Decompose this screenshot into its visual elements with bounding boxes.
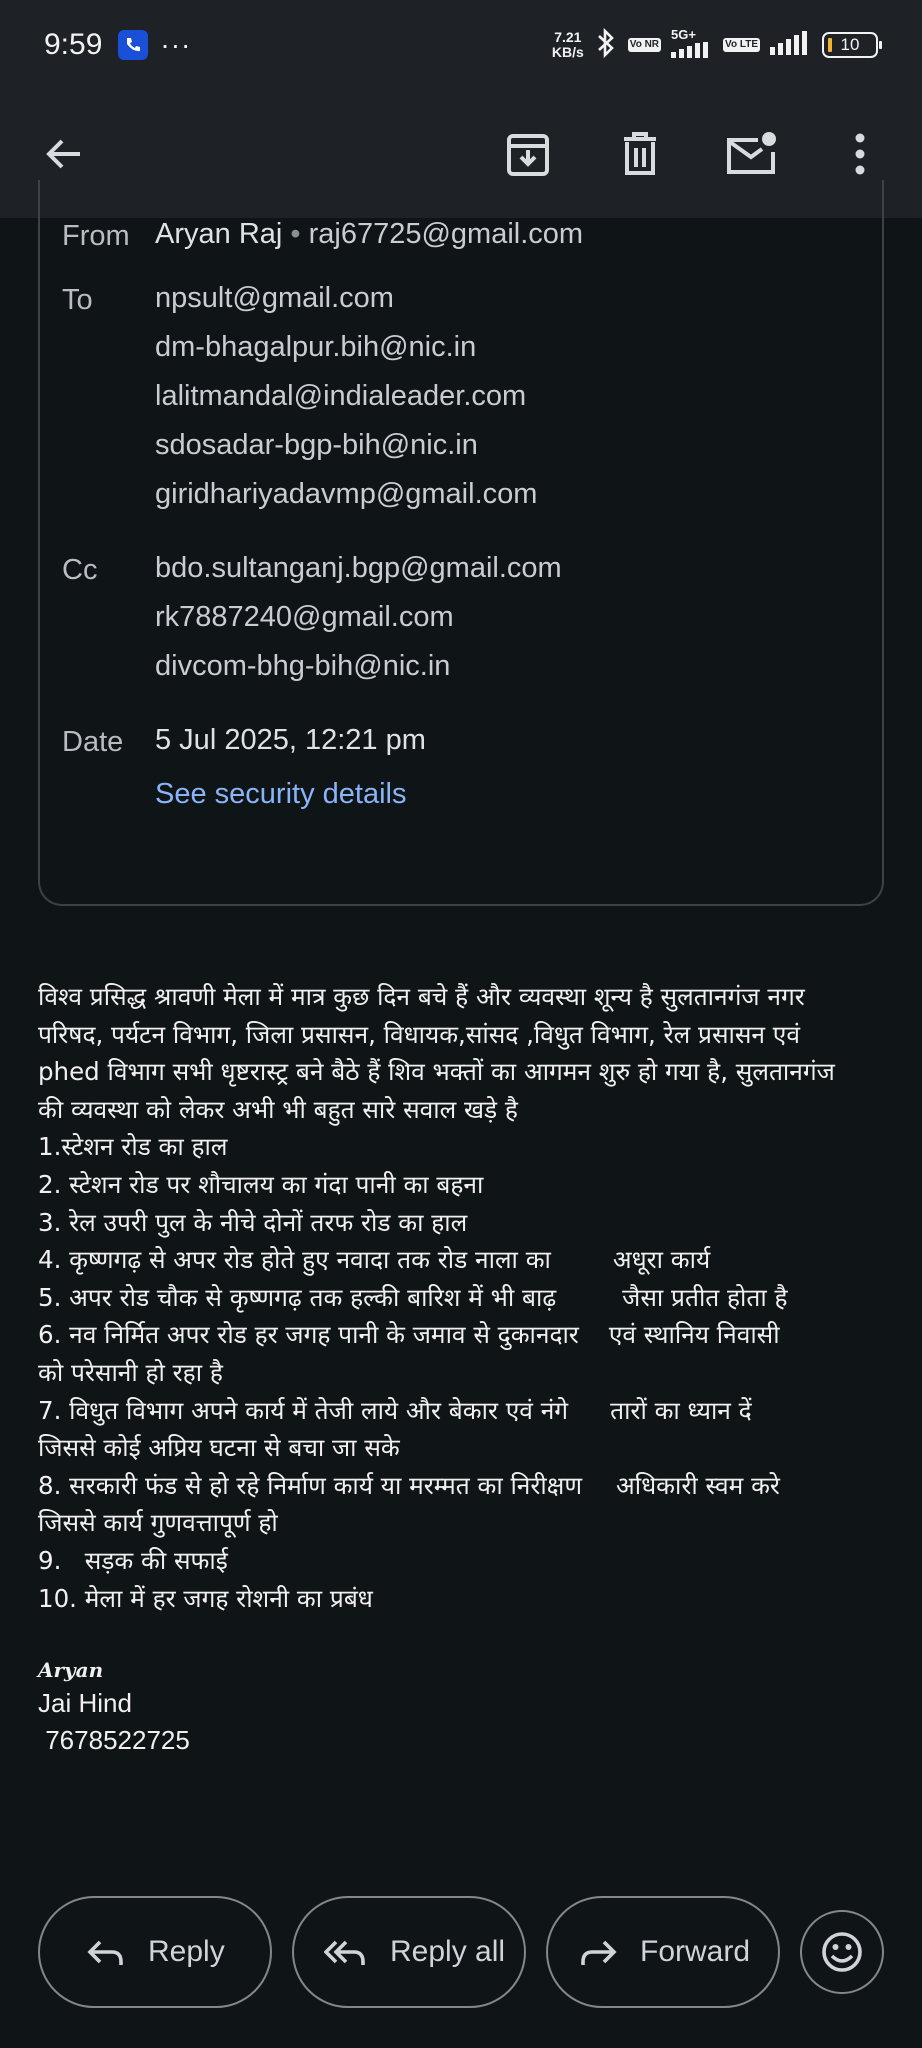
list-item-7-cont: जिससे कोई अप्रिय घटना से बचा जा सके	[38, 1433, 400, 1463]
list-item-1: 1.स्टेशन रोड का हाल	[38, 1132, 228, 1162]
list-item-9: 9. सड़क की सफाई	[38, 1545, 228, 1575]
recipient-email[interactable]: giridhariyadavmp@gmail.com	[155, 478, 538, 510]
forward-icon	[578, 1936, 618, 1968]
back-button[interactable]	[30, 120, 98, 188]
body-paragraph-line: phed विभाग सभी धृष्टरास्ट्र बने बैठे हैं शिव भक्तों का आगमन शुरु हो गया है, सुलतानगंज	[38, 1057, 835, 1087]
body-paragraph-line: विश्व प्रसिद्ध श्रावणी मेला में मात्र कुछ दिन बचे हैं और व्यवस्था शून्य है सुलतानगंज नगर	[38, 982, 805, 1011]
recipient-email[interactable]: lalitmandal@indialeader.com	[155, 380, 527, 412]
signal-icon	[671, 42, 713, 63]
reply-actions	[38, 1896, 884, 2010]
trash-icon	[618, 130, 662, 178]
list-item-8-cont: जिससे कार्य गुणवत्तापूर्ण हो	[38, 1508, 278, 1538]
forward-button[interactable]: Forward	[546, 1896, 780, 2008]
to-list	[155, 274, 537, 519]
reply-button[interactable]: Reply	[38, 1896, 272, 2008]
message-details-card	[38, 180, 884, 906]
see-security-details-link[interactable]: See security details	[155, 778, 407, 810]
from-label: From	[62, 220, 130, 252]
network-type: 5G+	[671, 27, 696, 42]
more-vert-icon	[852, 132, 868, 176]
cc-email[interactable]: bdo.sultanganj.bgp@gmail.com	[155, 552, 562, 584]
recipient-email[interactable]: npsult@gmail.com	[155, 282, 394, 314]
bluetooth-icon	[594, 28, 618, 63]
from-separator: •	[290, 218, 301, 250]
recipient-email[interactable]: sdosadar-bgp-bih@nic.in	[155, 429, 478, 461]
cc-email[interactable]: rk7887240@gmail.com	[155, 601, 454, 633]
archive-icon	[504, 130, 552, 178]
volte-lte-badge: Vo LTE	[725, 39, 758, 50]
cc-email[interactable]: divcom-bhg-bih@nic.in	[155, 650, 451, 682]
list-item-2: 2. स्टेशन रोड पर शौचालय का गंदा पानी का बहना	[38, 1169, 484, 1199]
list-item-6-cont: को परेसानी हो रहा है	[38, 1357, 223, 1387]
reply-icon	[86, 1936, 126, 1968]
date-label: Date	[62, 726, 124, 758]
mark-unread-icon	[724, 130, 780, 178]
list-item-6: 6. नव निर्मित अपर रोड हर जगह पानी के जमाव से दुकानदार एवं स्थानिय निवासी	[38, 1320, 780, 1350]
status-time: 9:59	[44, 28, 103, 61]
recipient-email[interactable]: dm-bhagalpur.bih@nic.in	[155, 331, 477, 363]
list-item-10: 10. मेला में हर जगह रोशनी का प्रबंध	[38, 1583, 373, 1613]
signature-name: Aryan	[38, 1658, 104, 1683]
list-item-8: 8. सरकारी फंड से हो रहे निर्माण कार्य या मरम्मत का निरीक्षण अधिकारी स्वम करे	[38, 1470, 780, 1500]
date-value: 5 Jul 2025, 12:21 pm	[155, 724, 426, 756]
add-reaction-button[interactable]	[800, 1910, 884, 1994]
battery-indicator: 10	[822, 32, 878, 58]
list-item-7: 7. विधुत विभाग अपने कार्य में तेजी लाये और बेकार एवं नंगे तारों का ध्यान दें	[38, 1395, 752, 1425]
status-bar	[0, 0, 922, 90]
reply-all-button[interactable]: Reply all	[292, 1896, 526, 2008]
signature-phone: 7678522725	[38, 1725, 190, 1756]
reply-all-icon	[324, 1936, 368, 1968]
email-body	[38, 978, 888, 1759]
delete-button[interactable]	[606, 120, 674, 188]
sender-name: Aryan Raj	[155, 218, 283, 250]
sender-email[interactable]: raj67725@gmail.com	[308, 218, 584, 250]
archive-button[interactable]	[494, 120, 562, 188]
network-speed: 7.21 KB/s	[551, 29, 584, 60]
status-more-indicator: ···	[160, 29, 192, 60]
list-item-3: 3. रेल उपरी पुल के नीचे दोनों तरफ रोड का हाल	[38, 1207, 468, 1237]
body-paragraph-line: परिषद, पर्यटन विभाग, जिला प्रसासन, विधायक,सांसद ,विधुत विभाग, रेल प्रसासन एवं	[38, 1019, 800, 1049]
list-item-4: 4. कृष्णगढ़ से अपर रोड होते हुए नवादा तक रोड नाला का अधूरा कार्य	[38, 1245, 711, 1275]
volte-badge: Vo NR	[629, 39, 660, 50]
arrow-left-icon	[42, 132, 86, 176]
cc-list	[155, 544, 562, 691]
more-options-button[interactable]	[826, 120, 894, 188]
emoji-reaction-icon	[820, 1930, 864, 1974]
signal-icon-2	[770, 31, 812, 60]
to-label: To	[62, 284, 93, 316]
phone-app-icon	[118, 30, 148, 60]
from-value	[155, 210, 583, 259]
body-paragraph-line: की व्यवस्था को लेकर अभी भी बहुत सारे सवाल खड़े है	[38, 1094, 518, 1124]
mark-unread-button[interactable]	[718, 120, 786, 188]
list-item-5: 5. अपर रोड चौक से कृष्णगढ़ तक हल्की बारिश में भी बाढ़ जैसा प्रतीत होता है	[38, 1282, 788, 1312]
signature-line: Jai Hind	[38, 1688, 132, 1719]
cc-label: Cc	[62, 554, 98, 586]
